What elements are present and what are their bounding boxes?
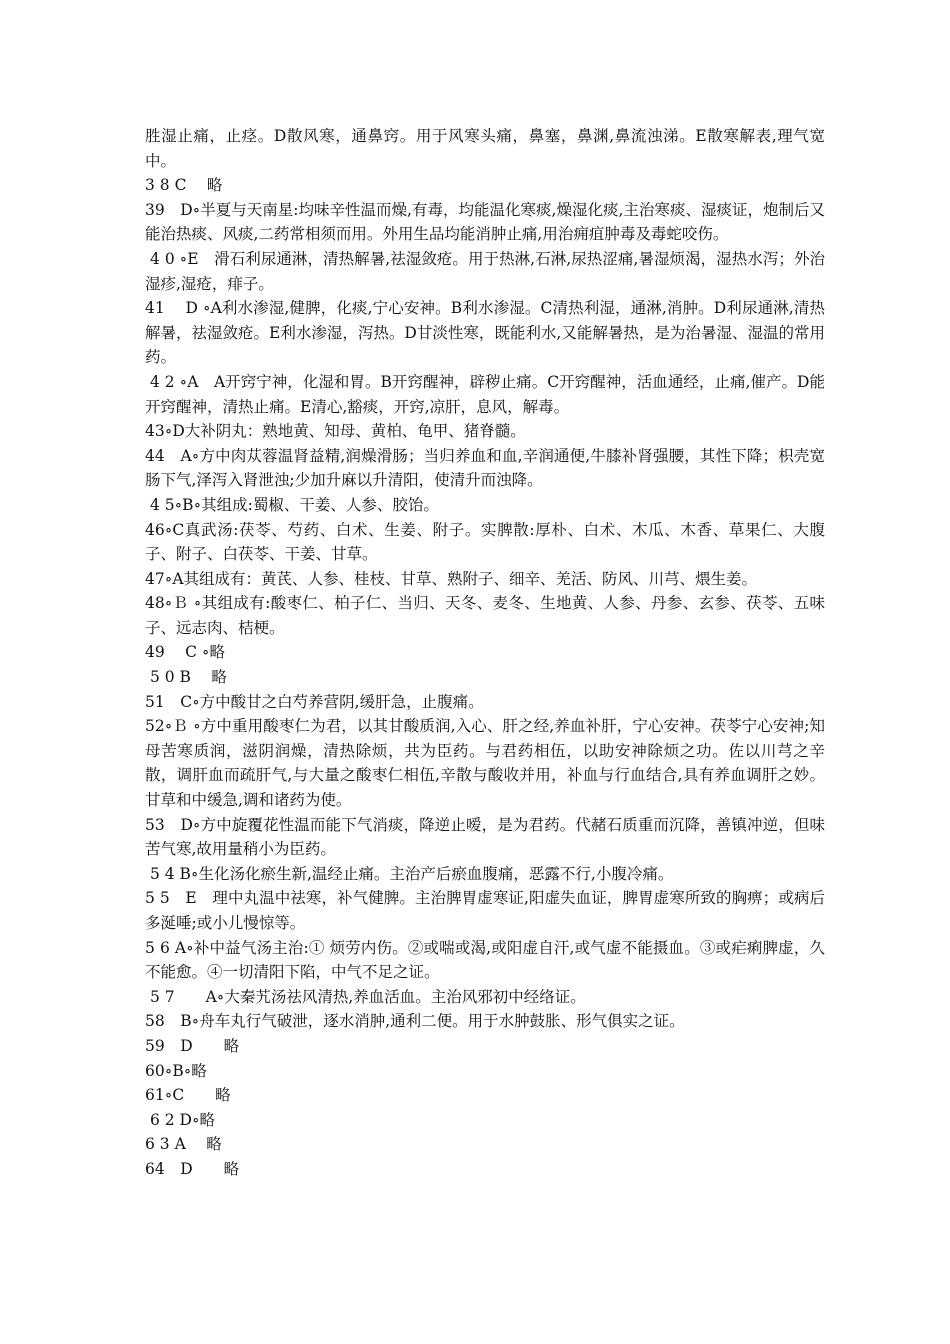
- paragraph: 6 2 D∘略: [145, 1110, 216, 1129]
- paragraph: 41 D ∘A利水渗湿,健脾，化痰,宁心安神。B利水渗湿。C清热利湿，通淋,消肿。D利尿通淋,清热解暑，祛湿敛疮。E利水渗湿，泻热。D甘淡性寒，既能利水,又能解暑热，是为治暑湿、湿温的常用药。: [145, 299, 825, 367]
- paragraph: 胜湿止痛，止痉。D散风寒，通鼻窍。用于风寒头痛，鼻塞，鼻渊,鼻流浊涕。E散寒解表,理气宽中。: [145, 127, 825, 170]
- paragraph: 64 D 略: [145, 1159, 240, 1178]
- paragraph: 44 A∘方中肉苁蓉温肾益精,润燥滑肠；当归养血和血,辛润通便,牛膝补肾强腰，其性下降；枳壳宽肠下气,泽泻入肾泄浊;少加升麻以升清阳，使清升而浊降。: [145, 446, 825, 490]
- paragraph: 51 C∘方中酸甘之白芍养营阴,缓肝急，止腹痛。: [145, 692, 484, 711]
- paragraph: 4 5∘B∘其组成:蜀椒、干姜、人参、胶饴。: [145, 495, 439, 514]
- paragraph: 46∘C真武汤:茯苓、芍药、白术、生姜、附子。实脾散:厚朴、白术、木瓜、木香、草果仁、大腹子、附子、白茯苓、干姜、甘草。: [145, 520, 825, 564]
- paragraph: 43∘D大补阴丸：熟地黄、知母、黄柏、龟甲、猪脊髓。: [145, 422, 526, 441]
- paragraph: 47∘A其组成有：黄芪、人参、桂枝、甘草、熟附子、细辛、羌活、防风、川芎、煨生姜。: [145, 569, 758, 588]
- paragraph: 61∘C 略: [145, 1086, 231, 1105]
- paragraph: 5 6 A∘补中益气汤主治:① 烦劳内伤。②或喘或渴,或阳虚自汗,或气虚不能摄血。③或疟痢脾虚，久不能愈。④一切清阳下陷，中气不足之证。: [145, 938, 825, 982]
- paragraph: 49 C ∘略: [145, 643, 226, 662]
- paragraph: 60∘B∘略: [145, 1061, 207, 1080]
- paragraph: 6 3 A 略: [145, 1135, 222, 1154]
- paragraph: 5 7 A∘大秦艽汤祛风清热,养血活血。主治风邪初中经络证。: [145, 987, 586, 1006]
- paragraph: 39 D∘半夏与天南星:均味辛性温而燥,有毒，均能温化寒痰,燥湿化痰,主治寒痰、湿痰证，炮制后又能治热痰、风痰,二药常相须而用。外用生品均能消肿止痛,用治痈疽肿毒及毒蛇咬伤。: [145, 200, 825, 244]
- paragraph: 4 0 ∘E 滑石利尿通淋，清热解暑,祛湿敛疮。用于热淋,石淋,尿热涩痛,暑湿烦渴，湿热水泻；外治湿疹,湿疮，痱子。: [145, 249, 825, 293]
- paragraph: 5 0 B 略: [145, 668, 227, 687]
- paragraph: 58 B∘舟车丸行气破泄，逐水消肿,通利二便。用于水肿鼓胀、形气俱实之证。: [145, 1012, 685, 1031]
- paragraph: 59 D 略: [145, 1036, 240, 1055]
- paragraph: 52∘Ｂ ∘方中重用酸枣仁为君，以其甘酸质润,入心、肝之经,养血补肝，宁心安神。茯苓宁心安神;知母苦寒质润，滋阴润燥，清热除烦，共为臣药。与君药相伍，以助安神除烦之功。佐以川芎之辛散，调肝血而疏肝气,与大量之酸枣仁相伍,辛散与酸收并用，补血与行血结合,具有养血调肝之妙。甘草和中缓急,调和诸药为使。: [145, 717, 825, 810]
- paragraph: 4 2 ∘A A开窍宁神，化湿和胃。B开窍醒神，辟秽止痛。C开窍醒神，活血通经，止痛,催产。D能开窍醒神，清热止痛。E清心,豁痰，开窍,凉肝，息风，解毒。: [145, 372, 825, 416]
- paragraph: 5 5 E 理中丸温中祛寒，补气健脾。主治脾胃虚寒证,阳虚失血证，脾胃虚寒所致的胸痹；或病后多涎唾;或小儿慢惊等。: [145, 889, 825, 932]
- paragraph: 48∘Ｂ ∘其组成有:酸枣仁、柏子仁、当归、天冬、麦冬、生地黄、人参、丹参、玄参、茯苓、五味子、远志肉、桔梗。: [145, 594, 825, 637]
- document-body: [145, 124, 825, 1182]
- paragraph: 3 8 C 略: [145, 176, 223, 195]
- paragraph: 53 D∘方中旋覆花性温而能下气消痰，降逆止嗳，是为君药。代赭石质重而沉降，善镇冲逆，但味苦气寒,故用量稍小为臣药。: [145, 815, 825, 859]
- paragraph: 5 4 B∘生化汤化瘀生新,温经止痛。主治产后瘀血腹痛，恶露不行,小腹冷痛。: [145, 864, 674, 883]
